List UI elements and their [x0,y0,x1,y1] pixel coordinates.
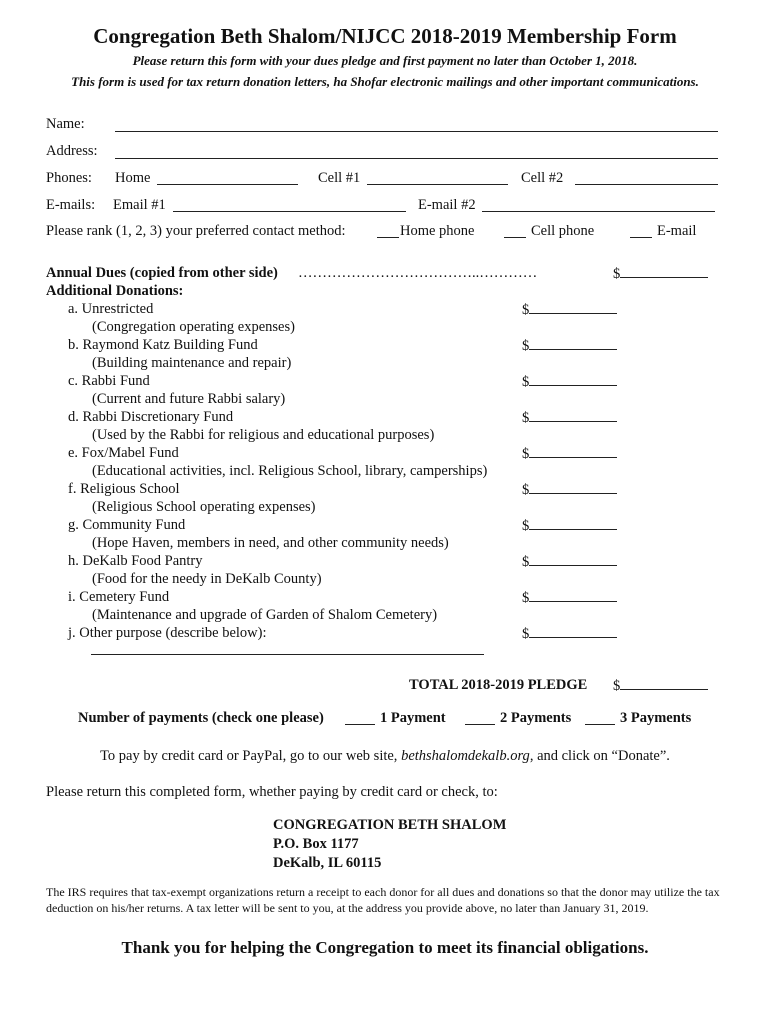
rank-label: Please rank (1, 2, 3) your preferred contact method: [46,223,346,239]
return-instructions: Please return this completed form, whether paying by credit card or check, to: [46,784,498,800]
address-line-2: P.O. Box 1177 [273,836,359,852]
total-pledge-input-line[interactable] [620,677,708,690]
donation-description: (Current and future Rabbi salary) [92,391,286,407]
dollar-sign: $ [613,266,621,282]
cell1-field[interactable] [367,184,508,185]
address-label: Address: [46,143,98,159]
donation-amount-input-line[interactable] [529,589,617,602]
donation-label: e. Fox/Mabel Fund [68,445,179,461]
website-link[interactable]: bethshalomdekalb.org [401,748,530,764]
dollar-sign: $ [522,482,530,498]
additional-donations-label: Additional Donations: [46,283,184,299]
name-label: Name: [46,116,85,132]
form-title: Congregation Beth Shalom/NIJCC 2018-2019 Membership Form [93,24,677,48]
email2-label: E-mail #2 [418,197,476,213]
donation-label: d. Rabbi Discretionary Fund [68,409,234,425]
donation-amount-field[interactable] [522,445,617,463]
return-instruction: Please return this form with your dues pledge and first payment no later than October 1, 2018. [132,53,638,68]
donation-amount-input-line[interactable] [529,481,617,494]
thank-you-message: Thank you for helping the Congregation to meet its financial obligations. [121,938,649,957]
donation-amount-input-line[interactable] [529,553,617,566]
total-pledge-field[interactable] [613,677,708,695]
dollar-sign: $ [613,678,621,694]
address-line-3: DeKalb, IL 60115 [273,855,382,871]
rank-cell-label: Cell phone [531,223,595,239]
donation-amount-input-line[interactable] [529,301,617,314]
donation-amount-field[interactable] [522,301,617,319]
donation-label: a. Unrestricted [68,301,154,317]
donation-description: (Maintenance and upgrade of Garden of Shalom Cemetery) [92,607,438,623]
cell2-label: Cell #2 [521,170,564,186]
dollar-sign: $ [522,590,530,606]
donation-description: (Religious School operating expenses) [92,499,316,515]
other-purpose-field[interactable] [91,654,484,655]
email2-field[interactable] [482,211,715,212]
dollar-sign: $ [522,626,530,642]
dues-leader: ………………………………..………… [298,265,538,281]
donation-label: g. Community Fund [68,517,186,533]
donation-label: j. Other purpose (describe below): [68,625,267,641]
donation-amount-field[interactable] [522,337,617,355]
donation-label: h. DeKalb Food Pantry [68,553,203,569]
dollar-sign: $ [522,446,530,462]
usage-instruction: This form is used for tax return donation letters, ha Shofar electronic mailings and other important communications. [71,74,699,89]
donation-amount-input-line[interactable] [529,373,617,386]
paypal-note [0,748,770,765]
donation-amount-field[interactable] [522,625,617,643]
donation-amount-field[interactable] [522,517,617,535]
phones-label: Phones: [46,170,92,186]
payment-1-label: 1 Payment [380,710,446,726]
home-phone-field[interactable] [157,184,298,185]
donation-amount-field[interactable] [522,553,617,571]
donation-description: (Building maintenance and repair) [92,355,292,371]
cell1-label: Cell #1 [318,170,361,186]
donation-amount-input-line[interactable] [529,517,617,530]
dollar-sign: $ [522,302,530,318]
donation-amount-field[interactable] [522,589,617,607]
donation-amount-input-line[interactable] [529,337,617,350]
payment-3-check[interactable] [585,724,615,725]
payment-3-label: 3 Payments [620,710,692,726]
dollar-sign: $ [522,518,530,534]
total-pledge-label: TOTAL 2018-2019 PLEDGE [409,677,588,693]
donation-description: (Congregation operating expenses) [92,319,295,335]
paypal-suffix: , and click on “Donate”. [529,748,670,764]
email1-field[interactable] [173,211,406,212]
dollar-sign: $ [522,338,530,354]
rank-home-field[interactable] [377,237,399,238]
name-field[interactable] [115,131,718,132]
donation-description: (Used by the Rabbi for religious and educational purposes) [92,427,435,443]
annual-dues-label: Annual Dues (copied from other side) [46,265,278,281]
donation-amount-input-line[interactable] [529,625,617,638]
donation-description: (Educational activities, incl. Religious School, library, camperships) [92,463,488,479]
address-line-1: CONGREGATION BETH SHALOM [273,817,507,833]
donation-label: i. Cemetery Fund [68,589,170,605]
donation-amount-input-line[interactable] [529,409,617,422]
address-field[interactable] [115,158,718,159]
donation-amount-field[interactable] [522,481,617,499]
rank-cell-field[interactable] [504,237,526,238]
dollar-sign: $ [522,410,530,426]
donation-description: (Food for the needy in DeKalb County) [92,571,322,587]
payment-1-check[interactable] [345,724,375,725]
email1-label: Email #1 [113,197,166,213]
payment-2-check[interactable] [465,724,495,725]
home-phone-label: Home [115,170,151,186]
mailing-address [273,816,506,873]
annual-dues-input-line[interactable] [620,265,708,278]
rank-home-label: Home phone [400,223,475,239]
dollar-sign: $ [522,554,530,570]
irs-note: The IRS requires that tax-exempt organizations return a receipt to each donor for all dues and donations so that the donor may utilize the tax deduction on his/her returns. A tax letter will be sent to you, at the address you provide above, no later than January 31, 2019. [46,885,720,915]
cell2-field[interactable] [575,184,718,185]
donation-label: f. Religious School [68,481,180,497]
payments-label: Number of payments (check one please) [78,710,324,726]
donation-description: (Hope Haven, members in need, and other community needs) [92,535,449,551]
paypal-prefix: To pay by credit card or PayPal, go to our web site, [100,748,402,764]
dollar-sign: $ [522,374,530,390]
rank-email-field[interactable] [630,237,652,238]
payment-2-label: 2 Payments [500,710,572,726]
donation-label: c. Rabbi Fund [68,373,150,389]
emails-label: E-mails: [46,197,96,213]
annual-dues-field[interactable] [613,265,708,283]
rank-email-label: E-mail [657,223,697,239]
donation-label: b. Raymond Katz Building Fund [68,337,258,353]
donation-amount-field[interactable] [522,373,617,391]
donation-amount-input-line[interactable] [529,445,617,458]
donation-amount-field[interactable] [522,409,617,427]
